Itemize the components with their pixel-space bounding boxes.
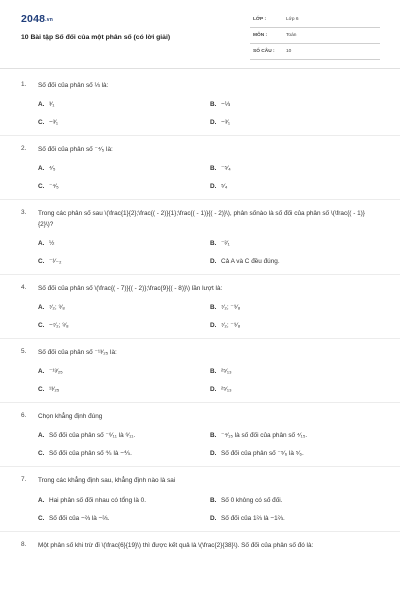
- answer-text: ⁻¹⁄₋₂: [49, 257, 62, 265]
- answer-letter: D.: [210, 386, 217, 394]
- answer-option[interactable]: [208, 515, 378, 523]
- question-list: [0, 72, 400, 559]
- answer-text: ¹³⁄₂₅: [49, 386, 60, 394]
- answer-option[interactable]: [208, 497, 378, 505]
- answer-text: Số đối của 1⅔ là −1⅔.: [221, 514, 285, 522]
- answer-grid: [38, 240, 378, 266]
- answer-option[interactable]: [38, 119, 208, 127]
- answer-option[interactable]: [208, 165, 378, 173]
- answer-letter: D.: [210, 119, 217, 127]
- answer-letter: C.: [38, 322, 45, 330]
- answer-option[interactable]: [38, 183, 208, 191]
- answer-text: ⁷⁄₂; ⁻⁹⁄₈: [221, 304, 241, 312]
- answer-letter: D.: [210, 450, 217, 458]
- meta-label: MÔN :: [253, 33, 268, 38]
- question-text: Số đối của phân số ⁻¹³⁄₂₅ là:: [38, 349, 117, 357]
- answer-text: Số đối của phân số ⅘ là −⅘.: [49, 450, 132, 458]
- answer-option[interactable]: [38, 322, 208, 330]
- answer-letter: A.: [38, 101, 45, 109]
- question-text: Một phân số khi trừ đi \(\frac{6}{19}\) thì được kết quả là \(\frac{2}{38}\). Số đối của phân số đó là:: [38, 541, 314, 549]
- page-title: 10 Bài tập Số đối của một phân số (có lời giải): [21, 34, 171, 41]
- answer-letter: D.: [210, 514, 217, 522]
- answer-grid: [38, 101, 378, 127]
- answer-letter: A.: [38, 165, 45, 173]
- answer-letter: D.: [210, 257, 217, 265]
- answer-text: −⅓: [221, 101, 231, 109]
- answer-option[interactable]: [208, 368, 378, 376]
- answer-option[interactable]: [38, 432, 208, 440]
- site-logo[interactable]: [21, 13, 53, 25]
- answer-text: −⁷⁄₂; ⁹⁄₈: [49, 322, 69, 330]
- answer-option[interactable]: [208, 183, 378, 191]
- answer-letter: C.: [38, 183, 45, 191]
- answer-grid: [38, 497, 378, 523]
- answer-grid: [38, 432, 378, 458]
- answer-letter: A.: [38, 304, 45, 312]
- answer-letter: B.: [210, 368, 217, 376]
- logo-suffix: .vn: [45, 17, 53, 23]
- answer-option[interactable]: [208, 432, 378, 440]
- answer-text: ⁷⁄₂; ⁹⁄₈: [49, 304, 65, 312]
- question-item: [0, 467, 400, 531]
- answer-letter: A.: [38, 496, 45, 504]
- answer-option[interactable]: [208, 386, 378, 394]
- answer-letter: B.: [210, 496, 217, 504]
- answer-option[interactable]: [38, 368, 208, 376]
- header-divider: [0, 68, 400, 69]
- answer-text: ⁴⁄₅: [49, 165, 56, 173]
- meta-row-grade: [250, 14, 380, 28]
- answer-option[interactable]: [208, 450, 378, 458]
- question-number: 1.: [21, 81, 27, 88]
- question-text: Số đối của phân số ⁻⁴⁄₅ là:: [38, 146, 113, 154]
- answer-letter: C.: [38, 119, 45, 127]
- answer-letter: C.: [38, 450, 45, 458]
- document-header: [0, 0, 400, 66]
- meta-table: [250, 14, 380, 60]
- meta-value: Lớp 6: [286, 17, 299, 22]
- answer-letter: C.: [38, 257, 45, 265]
- meta-value: 10: [286, 49, 292, 54]
- answer-grid: [38, 165, 378, 191]
- answer-option[interactable]: [38, 101, 208, 109]
- answer-option[interactable]: [38, 386, 208, 394]
- answer-text: ⁵⁄₄: [221, 183, 228, 191]
- question-text: Số đối của phân số ⅓ là:: [38, 82, 109, 89]
- answer-text: Cả A và C đều đúng.: [221, 257, 280, 265]
- question-number: 6.: [21, 412, 27, 420]
- answer-option[interactable]: [38, 165, 208, 173]
- answer-text: Số 0 không có số đối.: [221, 496, 283, 504]
- answer-option[interactable]: [208, 322, 378, 330]
- question-text: Số đối của phân số \(\frac{( - 7)}{( - 2)};\frac{9}{( - 8)}\) lần lượt là:: [38, 284, 223, 292]
- answer-letter: D.: [210, 322, 217, 330]
- meta-row-count: [250, 46, 380, 60]
- question-number: 8.: [21, 540, 27, 548]
- question-number: 2.: [21, 145, 27, 153]
- answer-option[interactable]: [208, 240, 378, 248]
- question-number: 4.: [21, 283, 27, 291]
- answer-letter: C.: [38, 514, 45, 522]
- answer-option[interactable]: [208, 258, 378, 266]
- answer-option[interactable]: [208, 101, 378, 109]
- question-item: [0, 275, 400, 339]
- answer-text: Số đối của phân số ⁻⁵⁄₆ là ⁵⁄₆.: [221, 450, 304, 458]
- answer-text: ⁷⁄₂; ⁻⁹⁄₈: [221, 322, 241, 330]
- logo-text: 2048: [21, 13, 46, 25]
- answer-text: Số đối của −⅔ là −⅔.: [49, 514, 110, 522]
- answer-letter: C.: [38, 386, 45, 394]
- answer-letter: B.: [210, 239, 217, 247]
- answer-text: ²⁵⁄₁₃: [221, 386, 232, 394]
- meta-value: Toán: [286, 33, 297, 38]
- question-text: Trong các khẳng định sau, khẳng định nào là sai: [38, 477, 176, 485]
- meta-label: LỚP :: [253, 17, 267, 22]
- question-number: 7.: [21, 476, 27, 484]
- answer-option[interactable]: [38, 304, 208, 312]
- answer-text: ⁻¹³⁄₂₅: [49, 368, 63, 376]
- answer-letter: B.: [210, 432, 217, 440]
- question-item: [0, 72, 400, 136]
- answer-grid: [38, 368, 378, 394]
- answer-text: −³⁄₁: [221, 119, 231, 127]
- answer-letter: A.: [38, 432, 45, 440]
- question-item: [0, 339, 400, 403]
- answer-option[interactable]: [38, 258, 208, 266]
- question-text: Chọn khẳng định đúng: [38, 413, 103, 421]
- answer-letter: A.: [38, 239, 45, 247]
- answer-option[interactable]: [38, 515, 208, 523]
- question-number: 5.: [21, 348, 27, 356]
- answer-letter: A.: [38, 368, 45, 376]
- answer-option[interactable]: [208, 304, 378, 312]
- question-item: [0, 403, 400, 467]
- answer-option[interactable]: [38, 240, 208, 248]
- answer-text: ⁻⁴⁄₁₅ là số đối của phân số ⁴⁄₁₅.: [221, 432, 308, 440]
- meta-label: SỐ CÂU :: [253, 49, 275, 54]
- question-text: Trong các phân số sau \(\frac{1}{2};\frac{( - 2)}{1};\frac{( - 1)}{( - 2)}\), phân sốnào là số đối của phân số \(\frac{( - 1)}{2}\)?: [38, 210, 365, 228]
- answer-text: ⁻⁴⁄₅: [49, 183, 59, 191]
- answer-letter: B.: [210, 165, 217, 173]
- answer-text: ⁻⁵⁄₄: [221, 165, 231, 173]
- question-item: [0, 136, 400, 200]
- answer-letter: B.: [210, 101, 217, 109]
- answer-text: Số đối của phân số ⁻⁶⁄₁₁ là ⁶⁄₁₁.: [49, 432, 136, 440]
- answer-option[interactable]: [38, 497, 208, 505]
- answer-text: ⁻²⁄₁: [221, 239, 230, 247]
- answer-text: ²⁵⁄₁₃: [221, 368, 232, 376]
- answer-option[interactable]: [38, 450, 208, 458]
- question-item: [0, 200, 400, 274]
- question-number: 3.: [21, 209, 27, 217]
- answer-grid: [38, 304, 378, 330]
- question-item: [0, 532, 400, 559]
- answer-text: −³⁄₁: [49, 119, 59, 127]
- answer-text: Hai phân số đối nhau có tổng là 0.: [49, 496, 146, 504]
- meta-row-subject: [250, 30, 380, 44]
- answer-letter: D.: [210, 183, 217, 191]
- answer-option[interactable]: [208, 119, 378, 127]
- answer-text: ³⁄₁: [49, 101, 55, 109]
- answer-text: ½: [49, 239, 55, 247]
- answer-letter: B.: [210, 304, 217, 312]
